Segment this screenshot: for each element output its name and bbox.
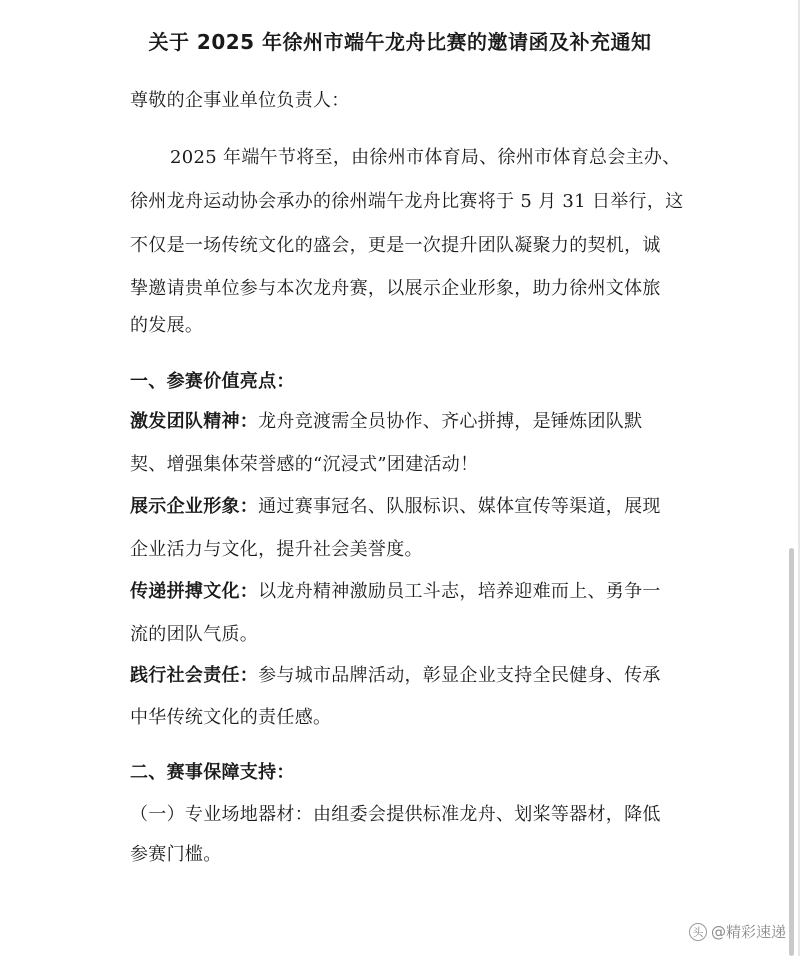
highlight-text-cont: 企业活力与文化，提升社会美誉度。 (130, 539, 423, 560)
intro-line: 挚邀请贵单位参与本次龙舟赛，以展示企业形象，助力徐州文体旅 (130, 278, 661, 299)
intro-line: 不仅是一场传统文化的盛会，更是一次提升团队凝聚力的契机，诚 (130, 235, 661, 256)
highlight-item (130, 492, 661, 518)
watermark (689, 921, 786, 942)
intro-line: 2025 年端午节将至，由徐州市体育局、徐州市体育总会主办、 (170, 147, 681, 168)
highlight-text: 龙舟竞渡需全员协作、齐心拼搏，是锤炼团队默 (258, 411, 643, 432)
highlight-label: 传递拼搏文化： (130, 581, 259, 602)
highlight-text: 通过赛事冠名、队服标识、媒体宣传等渠道，展现 (258, 496, 661, 517)
support-item: （一）专业场地器材：由组委会提供标准龙舟、划桨等器材，降低 (130, 804, 661, 825)
highlight-label: 激发团队精神： (130, 411, 259, 432)
section1-heading: 一、参赛价值亮点： (130, 371, 295, 392)
intro-line: 徐州龙舟运动协会承办的徐州端午龙舟比赛将于 5 月 31 日举行，这 (130, 191, 684, 212)
watermark-logo-icon: 头 (689, 923, 707, 941)
highlight-text: 参与城市品牌活动，彰显企业支持全民健身、传承 (258, 665, 661, 686)
highlight-label: 展示企业形象： (130, 496, 259, 517)
highlight-item (130, 661, 661, 687)
salutation: 尊敬的企事业单位负责人： (130, 90, 350, 111)
intro-line: 的发展。 (130, 315, 204, 336)
watermark-text: @精彩速递 (710, 923, 786, 941)
highlight-label: 践行社会责任： (130, 665, 259, 686)
highlight-text-cont: 流的团队气质。 (130, 624, 259, 645)
highlight-text: 以龙舟精神激励员工斗志，培养迎难而上、勇争一 (258, 581, 661, 602)
support-item-cont: 参赛门槛。 (130, 844, 222, 865)
highlight-item (130, 407, 642, 433)
section2-heading: 二、赛事保障支持： (130, 762, 295, 783)
highlight-item (130, 577, 661, 603)
highlight-text-cont: 契、增强集体荣誉感的“沉浸式”团建活动！ (130, 454, 479, 475)
vertical-scrollbar[interactable] (789, 548, 794, 956)
highlight-text-cont: 中华传统文化的责任感。 (130, 707, 332, 728)
document-title: 关于 2025 年徐州市端午龙舟比赛的邀请函及补充通知 (148, 30, 652, 54)
